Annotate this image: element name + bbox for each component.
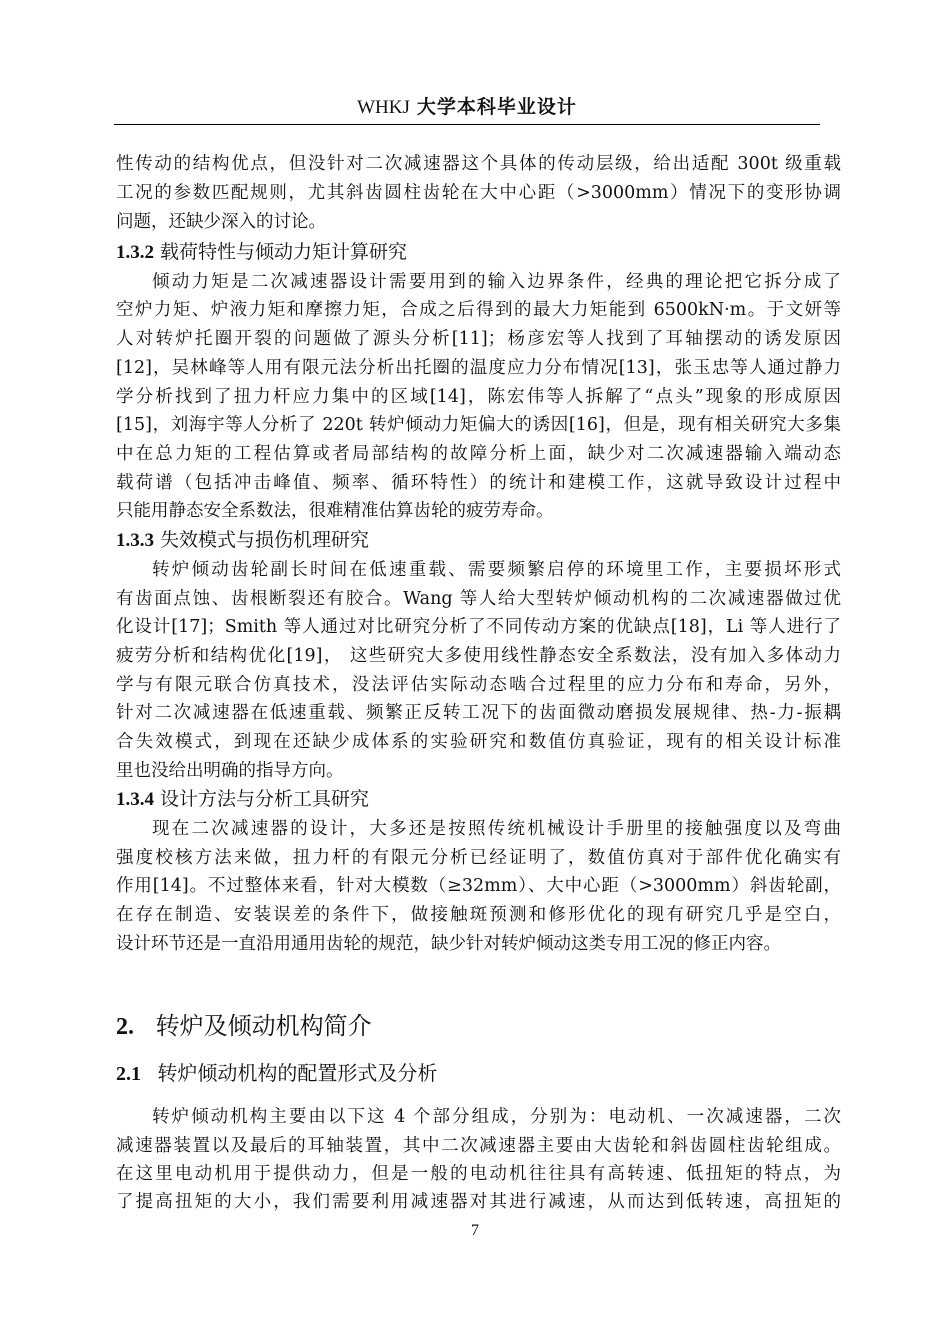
paragraph-line: 疲劳分析和结构优化[19]， 这些研究大多使用线性静态安全系数法，没有加入多体动力: [116, 646, 841, 666]
paragraph-line: 减速器装置以及最后的耳轴装置，其中二次减速器主要由大齿轮和斜齿圆柱齿轮组成。: [116, 1136, 841, 1156]
paragraph-line: 转炉倾动机构主要由以下这 4 个部分组成，分别为：电动机、一次减速器，二次: [152, 1107, 841, 1127]
chapter-heading: [116, 1010, 372, 1043]
section-heading-2-1: [116, 1059, 437, 1088]
header-rule: [114, 124, 820, 125]
paragraph-line: 了提高扭矩的大小，我们需要利用减速器对其进行减速，从而达到低转速，高扭矩的: [116, 1192, 841, 1212]
chapter-title: 转炉及倾动机构简介: [155, 1012, 372, 1040]
section-title: 失效模式与损伤机理研究: [160, 529, 370, 551]
section-title: 转炉倾动机构的配置形式及分析: [157, 1061, 438, 1085]
paragraph-line: 里也没给出明确的指导方向。: [116, 761, 344, 781]
section-number: 1.3.4: [116, 789, 154, 810]
paragraph-line: 强度校核方法来做，扭力杆的有限元分析已经证明了，数值仿真对于部件优化确实有: [116, 848, 841, 868]
paragraph-line: 倾动力矩是二次减速器设计需要用到的输入边界条件，经典的理论把它拆分成了: [152, 272, 841, 292]
section-heading-1-3-2: [116, 240, 407, 265]
paragraph-line: 中在总力矩的工程估算或者局部结构的故障分析上面，缺少对二次减速器输入端动态: [116, 444, 841, 464]
paragraph-line: [12]，吴林峰等人用有限元法分析出托圈的温度应力分布情况[13]，张玉忠等人通过静力: [116, 358, 841, 378]
header-title: 大学本科毕业设计: [416, 96, 577, 118]
paragraph-line: 有齿面点蚀、齿根断裂还有胶合。Wang 等人给大型转炉倾动机构的二次减速器做过优: [116, 589, 841, 609]
paragraph-line: 学与有限元联合仿真技术，没法评估实际动态啮合过程里的应力分布和寿命，另外，: [116, 675, 841, 695]
chapter-number: 2.: [116, 1014, 134, 1040]
paragraph-line: 转炉倾动齿轮副长时间在低速重载、需要频繁启停的环境里工作，主要损坏形式: [152, 560, 841, 580]
section-number: 1.3.3: [116, 530, 154, 551]
paragraph-line: 针对二次减速器在低速重载、频繁正反转工况下的齿面微动磨损发展规律、热-力-振耦: [116, 703, 841, 723]
paragraph-line: 现在二次减速器的设计，大多还是按照传统机械设计手册里的接触强度以及弯曲: [152, 819, 841, 839]
paragraph-line: 设计环节还是一直沿用通用齿轮的规范，缺少针对转炉倾动这类专用工况的修正内容。: [116, 934, 781, 954]
paragraph-line: 作用[14]。不过整体来看，针对大模数（≥32mm）、大中心距（>3000mm）斜齿轮副，: [116, 876, 841, 896]
page-header: [114, 92, 820, 119]
paragraph-line: 合失效模式，到现在还缺少成体系的实验研究和数值仿真验证，现有的相关设计标准: [116, 732, 841, 752]
paragraph-line: 在存在制造、安装误差的条件下，做接触斑预测和修形优化的现有研究几乎是空白，: [116, 905, 841, 925]
paragraph-line: 在这里电动机用于提供动力，但是一般的电动机往往具有高转速、低扭矩的特点，为: [116, 1164, 841, 1184]
header-latin: WHKJ: [357, 97, 410, 118]
paragraph-line: 空炉力矩、炉液力矩和摩擦力矩，合成之后得到的最大力矩能到 6500kN·m。于文妍等: [116, 300, 841, 320]
paragraph-line: 载荷谱（包括冲击峰值、频率、循环特性）的统计和建模工作，这就导致设计过程中: [116, 473, 841, 493]
paragraph-line: 学分析找到了扭力杆应力集中的区域[14]，陈宏伟等人拆解了“点头”现象的形成原因: [116, 387, 841, 407]
section-title: 设计方法与分析工具研究: [160, 788, 370, 810]
section-number: 2.1: [116, 1063, 141, 1085]
paragraph-line: 只能用静态安全系数法，很难精准估算齿轮的疲劳寿命。: [116, 501, 554, 521]
paragraph-line: 问题，还缺少深入的讨论。: [116, 212, 326, 232]
paragraph-line: 性传动的结构优点，但没针对二次减速器这个具体的传动层级，给出适配 300t 级重载: [116, 154, 841, 174]
section-heading-1-3-4: [116, 787, 369, 812]
section-title: 载荷特性与倾动力矩计算研究: [160, 241, 408, 263]
section-number: 1.3.2: [116, 242, 154, 263]
paragraph-line: 工况的参数匹配规则，尤其斜齿圆柱齿轮在大中心距（>3000mm）情况下的变形协调: [116, 183, 841, 203]
paragraph-line: 人对转炉托圈开裂的问题做了源头分析[11]；杨彦宏等人找到了耳轴摆动的诱发原因: [116, 329, 841, 349]
section-heading-1-3-3: [116, 528, 369, 553]
paragraph-line: 化设计[17]；Smith 等人通过对比研究分析了不同传动方案的优缺点[18]，Li 等人进行了: [116, 617, 841, 637]
paragraph-line: [15]，刘海宇等人分析了 220t 转炉倾动力矩偏大的诱因[16]，但是，现有相关研究大多集: [116, 415, 841, 435]
page-number: 7: [471, 1222, 479, 1239]
